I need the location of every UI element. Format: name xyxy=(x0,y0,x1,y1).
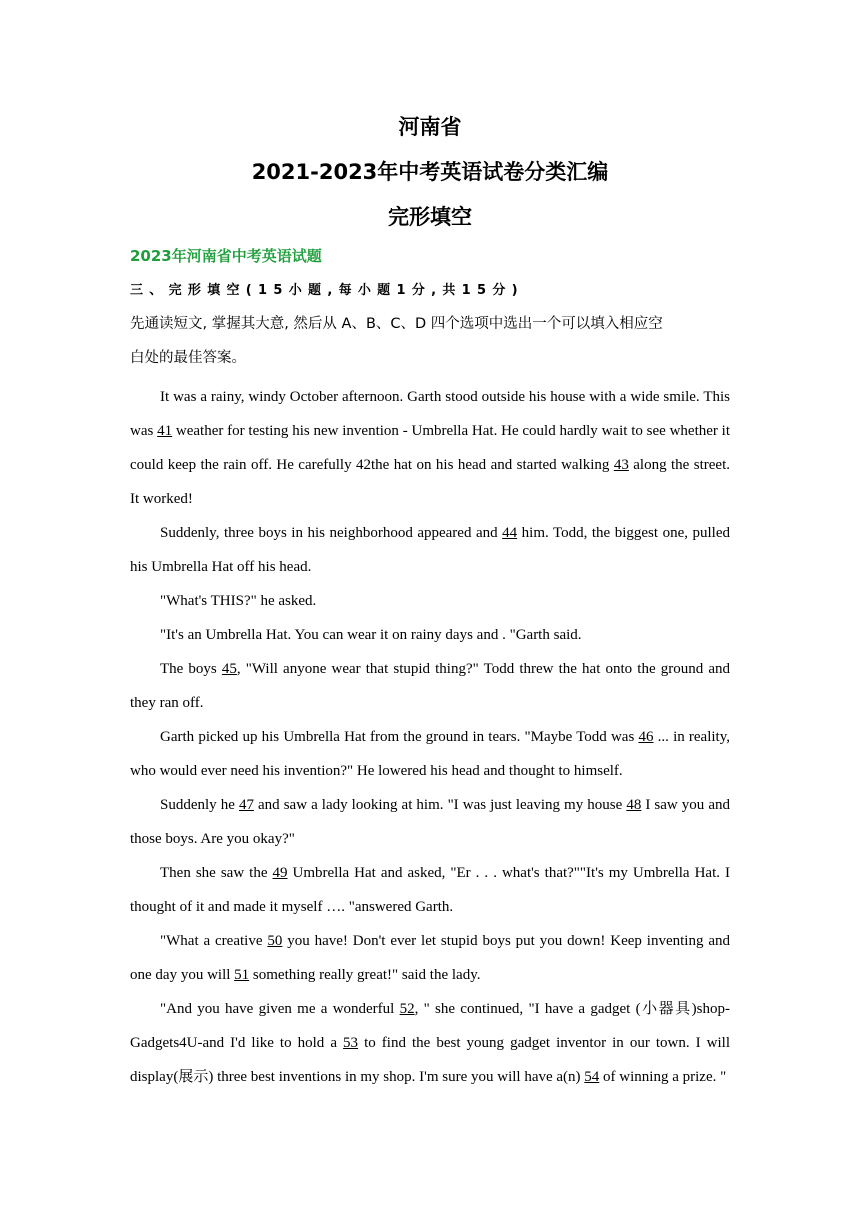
passage-text: Suddenly he xyxy=(160,797,239,813)
passage-paragraph xyxy=(130,720,730,788)
blank-47: 47 xyxy=(238,797,254,813)
passage-paragraph xyxy=(130,924,730,992)
passage-paragraph xyxy=(130,788,730,856)
passage-text: weather for testing his new invention - Umbrella Hat. He could hardly wait to see whether it could keep the rain off. He carefully 42the hat on his head and started walking xyxy=(130,423,731,473)
blank-44: 44 xyxy=(502,525,518,541)
blank-49: 49 xyxy=(272,865,288,881)
blank-43: 43 xyxy=(613,457,629,473)
passage-paragraph xyxy=(130,652,730,720)
passage-text: , "Will anyone wear that stupid thing?" Todd threw the hat onto the ground and they ran off. xyxy=(130,661,730,711)
passage-paragraph xyxy=(130,856,730,924)
passage-text: along the street. It worked! xyxy=(130,457,730,507)
collection-title: 2021-2023年中考英语试卷分类汇编 xyxy=(251,160,609,184)
passage-paragraph xyxy=(130,516,730,584)
passage-text: Garth picked up his Umbrella Hat from the ground in tears. "Maybe Todd was xyxy=(160,729,639,745)
passage-text: him. Todd, the biggest one, pulled his Umbrella Hat off his head. xyxy=(130,525,730,575)
province-title: 河南省 xyxy=(398,115,462,139)
passage-text: I saw you and those boys. Are you okay?" xyxy=(130,797,730,847)
exam-year-heading: 2023年河南省中考英语试题 xyxy=(130,247,322,265)
blank-48: 48 xyxy=(626,797,642,813)
passage-text: something really great!" said the lady. xyxy=(249,967,481,983)
blank-46: 46 xyxy=(638,729,654,745)
passage-text: of winning a prize. " xyxy=(599,1069,727,1085)
passage-text: you have! Don't ever let stupid boys put you down! Keep inventing and one day you will xyxy=(130,933,730,983)
passage-text: Then she saw the xyxy=(160,865,273,881)
part-heading: 三、完形填空(15小题,每小题1分,共15分) xyxy=(130,283,524,298)
passage-paragraph xyxy=(130,380,730,516)
blank-45: 45 xyxy=(221,661,237,677)
passage-text: The boys xyxy=(160,661,222,677)
blank-52: 52 xyxy=(399,1001,415,1017)
passage-paragraph: "What's THIS?" he asked. xyxy=(160,593,317,609)
cloze-passage xyxy=(130,380,730,1094)
topic-title: 完形填空 xyxy=(388,205,472,229)
passage-text: "What a creative xyxy=(160,933,268,949)
passage-text: Umbrella Hat and asked, "Er . . . what's that?""It's my Umbrella Hat. I thought of it and made it myself …. "answered Garth. xyxy=(130,865,730,915)
passage-text: ... in reality, who would ever need his invention?" He lowered his head and thought to himself. xyxy=(130,729,730,779)
blank-51: 51 xyxy=(234,967,250,983)
passage-text: and saw a lady looking at him. "I was just leaving my house xyxy=(253,797,627,813)
passage-text: It was a rainy, windy October afternoon. Garth stood outside his house with a wide smile. This was xyxy=(130,389,730,439)
passage-text: "And you have given me a wonderful xyxy=(160,1001,400,1017)
instructions-line-1: 先通读短文, 掌握其大意, 然后从 A、B、C、D 四个选项中选出一个可以填入相应空 xyxy=(130,316,663,332)
passage-paragraph xyxy=(130,992,730,1094)
blank-54: 54 xyxy=(584,1069,600,1085)
passage-paragraph: "It's an Umbrella Hat. You can wear it on rainy days and . "Garth said. xyxy=(160,627,582,643)
blank-50: 50 xyxy=(267,933,283,949)
passage-text: to find the best young gadget inventor in our town. I will display(展示) three best inventions in my shop. I'm sure you will have a(n) xyxy=(130,1035,731,1085)
blank-41: 41 xyxy=(157,423,173,439)
instructions-line-2: 白处的最佳答案。 xyxy=(130,350,246,366)
passage-text: Suddenly, three boys in his neighborhood appeared and xyxy=(160,525,503,541)
blank-53: 53 xyxy=(343,1035,359,1051)
passage-text: , " she continued, "I have a gadget (小器具)shop-Gadgets4U-and I'd like to hold a xyxy=(130,1001,730,1051)
